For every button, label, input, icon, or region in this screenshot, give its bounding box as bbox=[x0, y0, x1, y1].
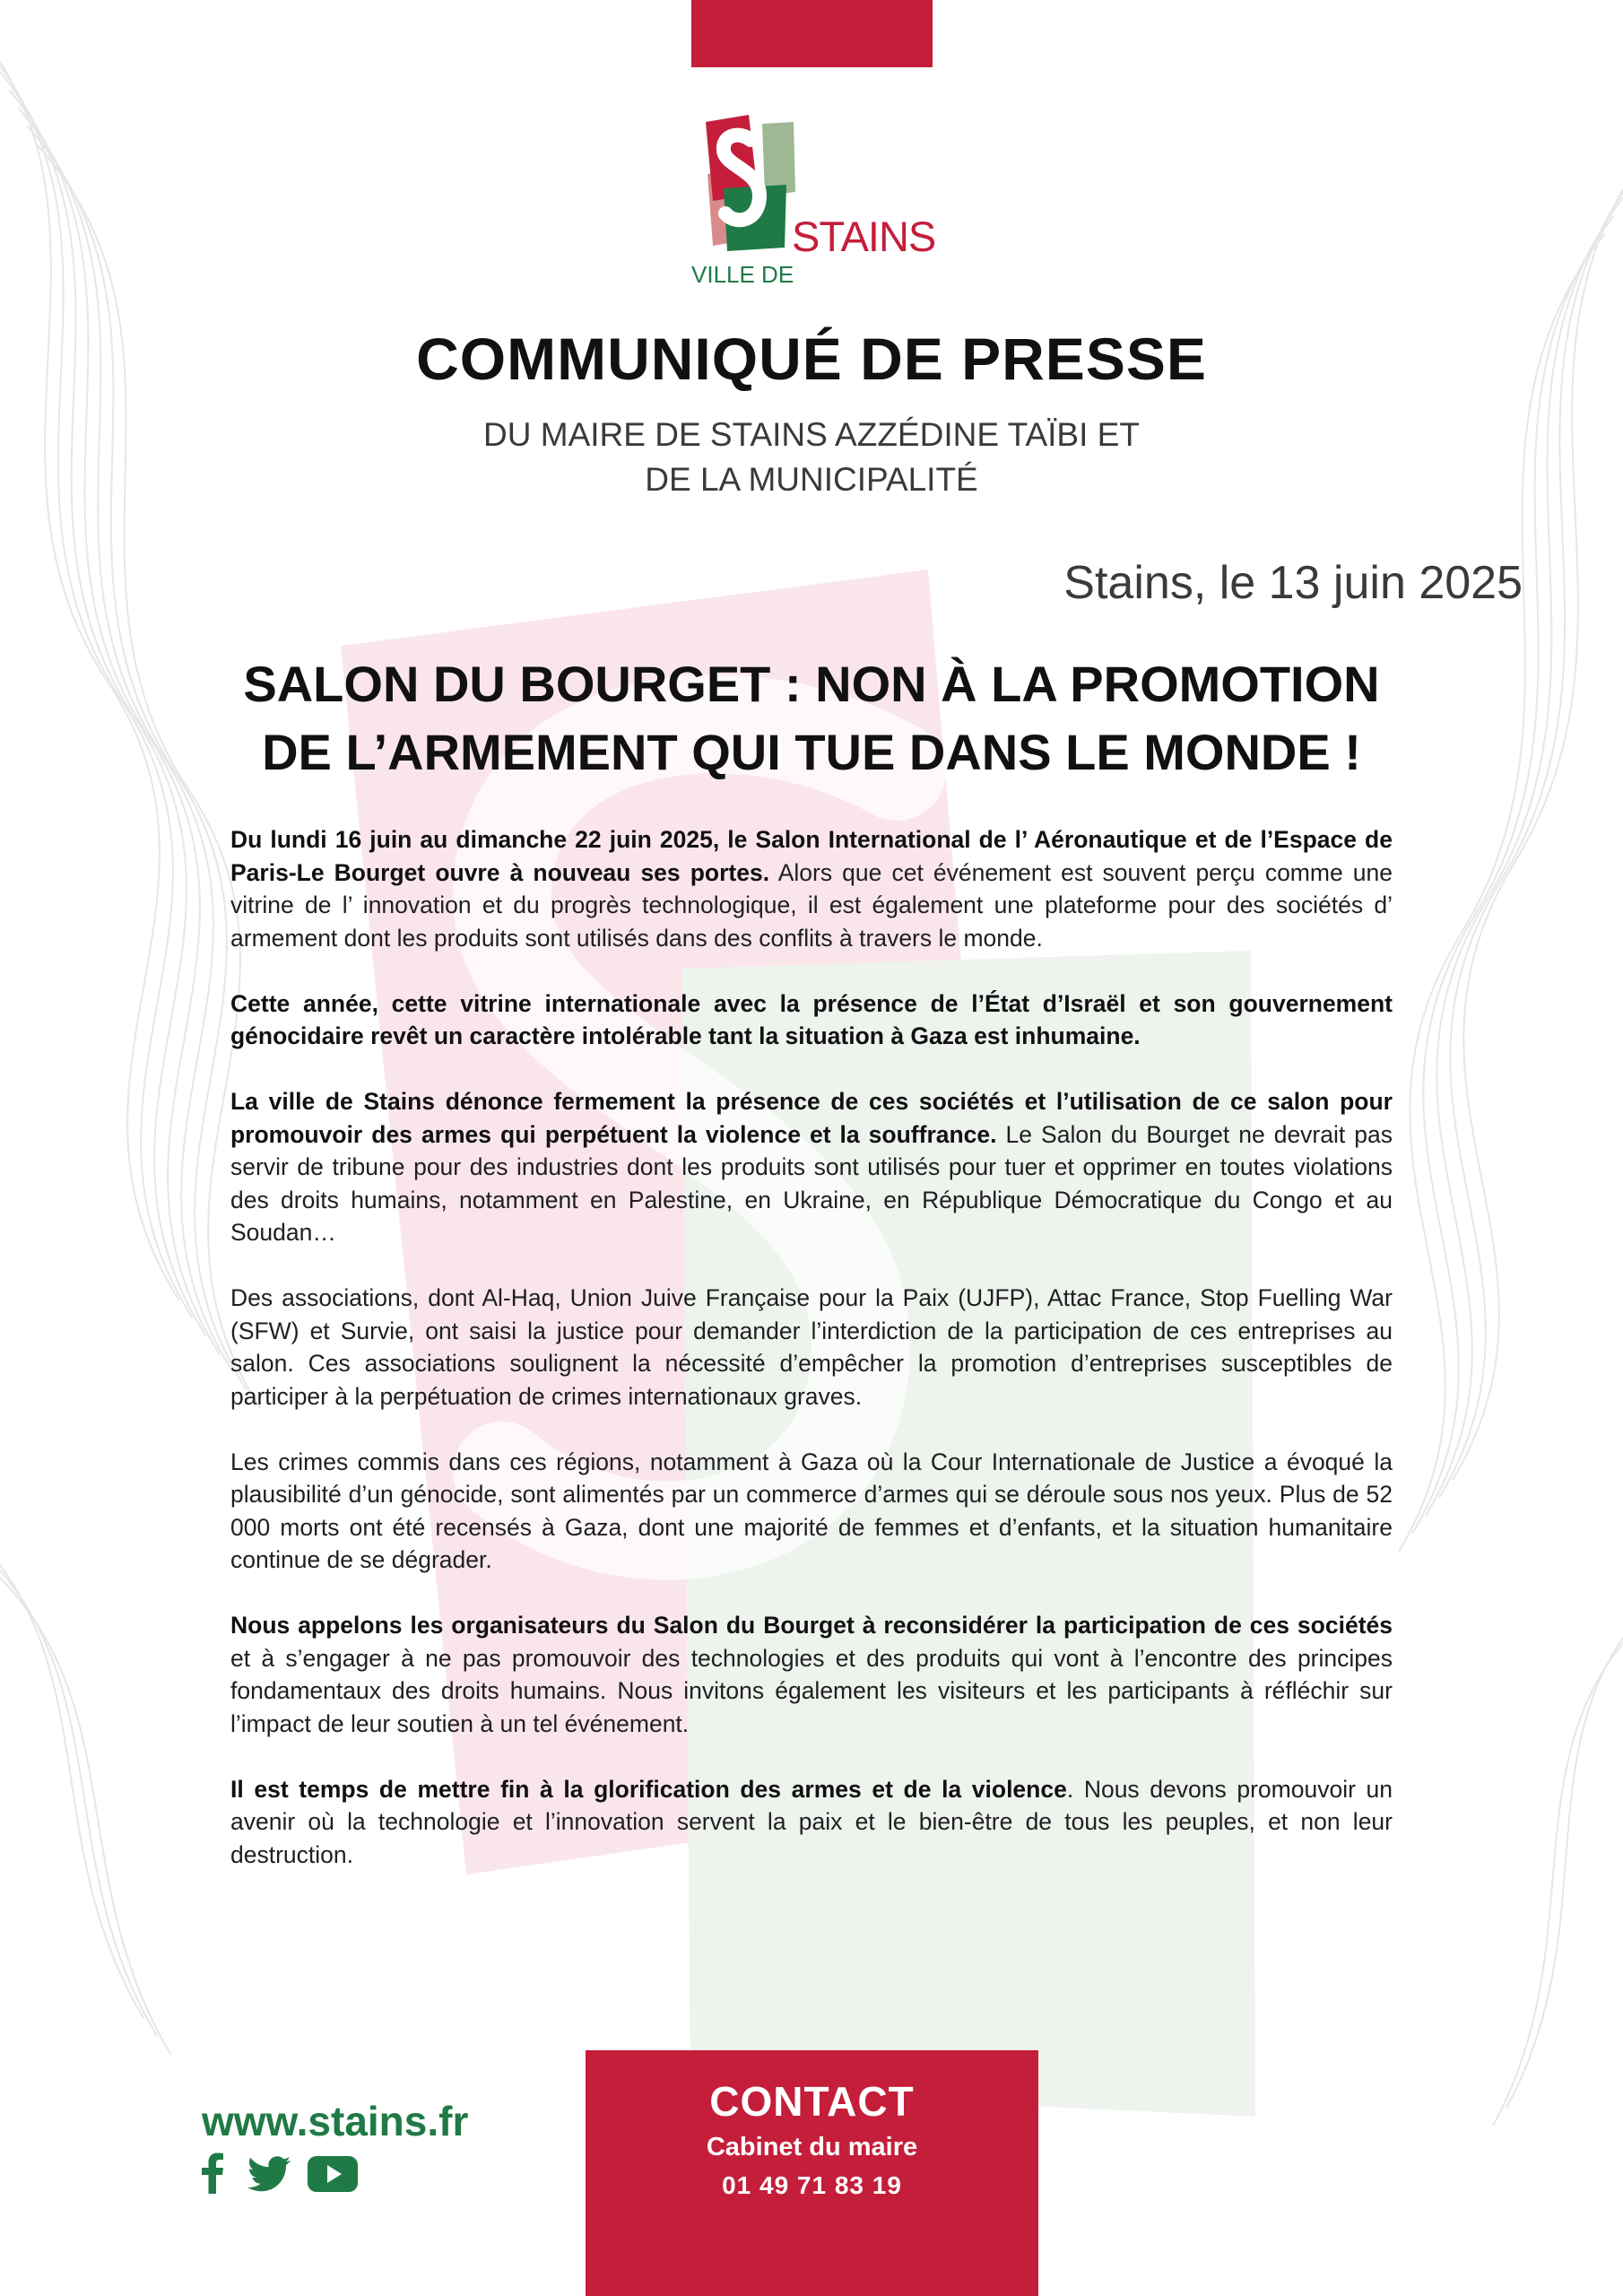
page-title: COMMUNIQUÉ DE PRESSE bbox=[416, 326, 1207, 392]
headline bbox=[0, 650, 1623, 787]
paragraph-7-text: . Nous devons promouvoir un avenir où la technologie et l’innovation servent la paix et le bien-être de tous les peuples, et non leur destruction. bbox=[230, 1775, 1393, 1868]
contact-title: CONTACT bbox=[709, 2078, 915, 2125]
ville-de-stains-logo bbox=[686, 115, 937, 294]
paragraph-3-text: Le Salon du Bourget ne devrait pas servir de tribune pour des industries dont les produits sont utilisés pour tuer et opprimer en toutes violations des droits humains, notamment en Palestine, en Ukraine, en République Démocratique du Congo et au Soudan… bbox=[230, 1120, 1393, 1246]
paragraph-2-bold: Cette année, cette vitrine internationale avec la présence de l’État d’Israël et son gouvernement génocidaire revêt un caractère intolérable tant la situation à Gaza est inhumaine. bbox=[230, 989, 1393, 1049]
paragraph-6-text: et à s’engager à ne pas promouvoir des technologies et des produits qui vont à l’encontre des principes fondamentaux des droits humains. Nous invitons également les visiteurs et les participants à réfléchir sur l’impact de leur soutien à un tel événement. bbox=[230, 1644, 1393, 1737]
paragraph-4 bbox=[230, 1282, 1393, 1413]
headline-line-2: DE L’ARMEMENT QUI TUE DANS LE MONDE ! bbox=[262, 724, 1361, 780]
paragraph-3 bbox=[230, 1085, 1393, 1249]
paragraph-1 bbox=[230, 823, 1393, 954]
paragraph-3-bold: La ville de Stains dénonce fermement la présence de ces sociétés et l’utilisation de ce salon pour promouvoir des armes qui perpétuent la violence et la souffrance. bbox=[230, 1088, 1393, 1148]
release-date: Stains, le 13 juin 2025 bbox=[1063, 557, 1523, 609]
press-release-body bbox=[230, 823, 1393, 1904]
contact-phone[interactable]: 01 49 71 83 19 bbox=[722, 2171, 902, 2199]
top-red-bar bbox=[691, 0, 933, 67]
paragraph-2 bbox=[230, 987, 1393, 1053]
paragraph-7 bbox=[230, 1773, 1393, 1872]
paragraph-5-text: Les crimes commis dans ces régions, notamment à Gaza où la Cour Internationale de Justice a évoqué la plausibilité d’un génocide, sont alimentés par un commerce d’armes qui se déroule sous nos yeux. Plus de 52 000 morts ont été recensés à Gaza, dont une majorité de femmes et d’enfants, et la situation humanitaire continue de se dégrader. bbox=[230, 1448, 1393, 1573]
paragraph-4-text: Des associations, dont Al-Haq, Union Juive Française pour la Paix (UJFP), Attac France, Stop Fuelling War (SFW) et Survie, ont saisi la justice pour demander l’interdiction de la participation de ces entreprises au salon. Ces associations soulignent la nécessité d’empêcher la promotion d’entreprises susceptibles de participer à la perpétuation de crimes internationaux graves. bbox=[230, 1284, 1393, 1410]
logo-text-stains: STAINS bbox=[792, 213, 936, 260]
paragraph-1-text: Alors que cet événement est souvent perçu comme une vitrine de l’ innovation et du progrès technologique, il est également une plateforme pour des sociétés d’ armement dont les produits sont utilisés dans des conflits à travers le monde. bbox=[230, 858, 1393, 952]
paragraph-5 bbox=[230, 1446, 1393, 1577]
headline-line-1: SALON DU BOURGET : NON À LA PROMOTION bbox=[243, 656, 1380, 712]
contact-name: Cabinet du maire bbox=[706, 2133, 918, 2161]
website-link[interactable]: www.stains.fr bbox=[202, 2098, 469, 2144]
twitter-icon[interactable] bbox=[247, 2156, 291, 2192]
subtitle-line-2: DE LA MUNICIPALITÉ bbox=[645, 461, 978, 498]
youtube-icon[interactable] bbox=[308, 2156, 358, 2192]
paragraph-1-bold: Du lundi 16 juin au dimanche 22 juin 2025, le Salon International de l’ Aéronautique et de l’Espace de Paris-Le Bourget ouvre à nouveau ses portes. bbox=[230, 826, 1393, 886]
subtitle-line-1: DU MAIRE DE STAINS AZZÉDINE TAÏBI ET bbox=[483, 416, 1140, 453]
page-subtitle bbox=[0, 413, 1623, 502]
paragraph-6 bbox=[230, 1609, 1393, 1740]
facebook-icon[interactable] bbox=[202, 2152, 223, 2194]
logo-text-ville-de: VILLE DE bbox=[691, 261, 794, 288]
paragraph-6-bold: Nous appelons les organisateurs du Salon du Bourget à reconsidérer la participation de ces sociétés bbox=[230, 1612, 1393, 1639]
contact-box bbox=[586, 2050, 1038, 2296]
paragraph-7-bold: Il est temps de mettre fin à la glorification des armes et de la violence bbox=[230, 1775, 1067, 1803]
